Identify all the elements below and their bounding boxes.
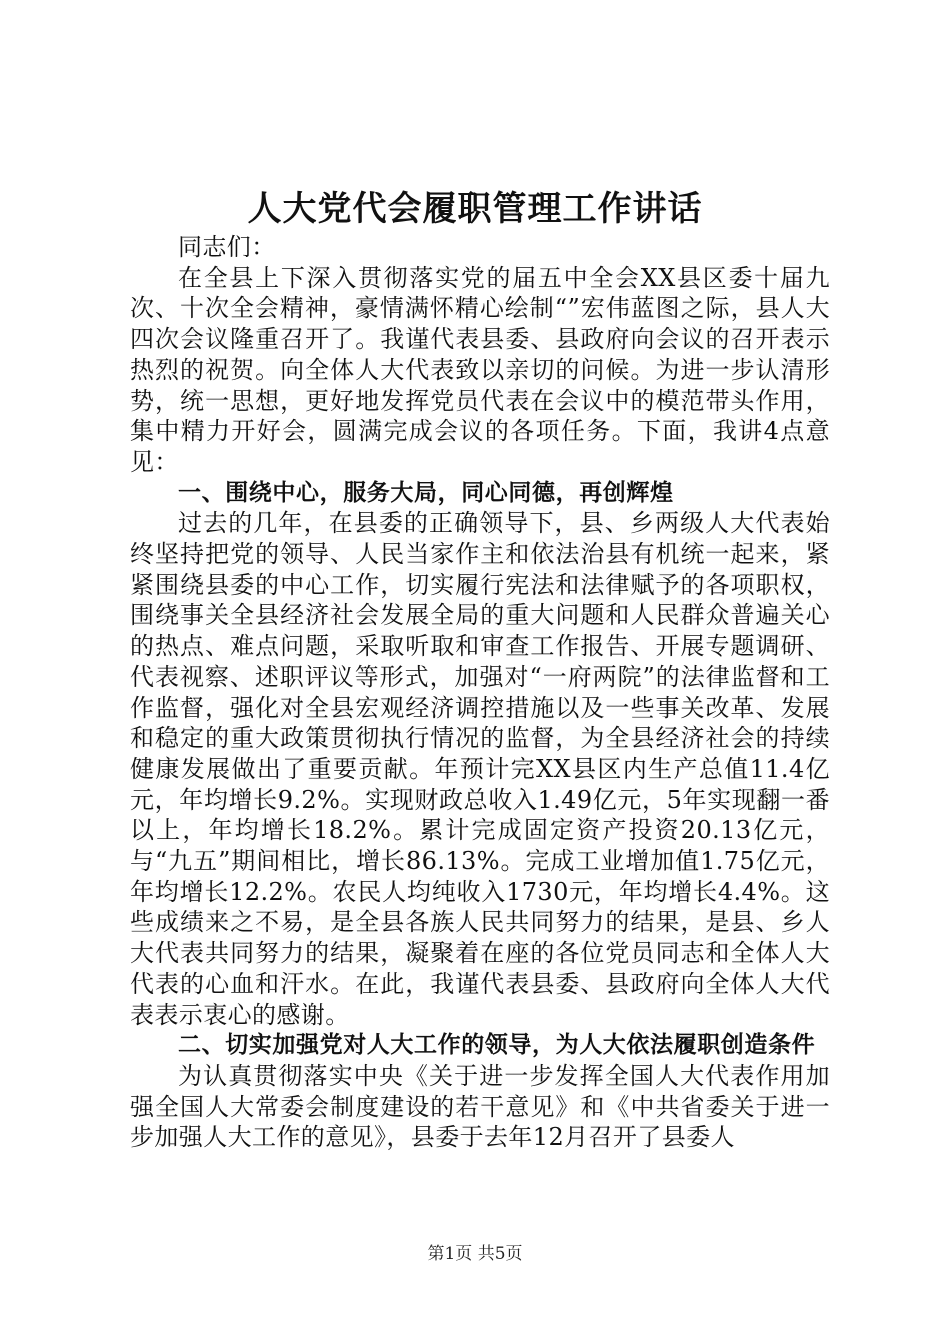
document-title: 人大党代会履职管理工作讲话	[247, 189, 703, 229]
page-number-footer: 第1页 共5页	[427, 1244, 523, 1264]
intro-paragraph: 在全县上下深入贯彻落实党的届五中全会XX县区委十届九次、十次全会精神，豪情满怀精心绘制“”宏伟蓝图之际，县人大四次会议隆重召开了。我谨代表县委、县政府向会议的召开表示热烈的祝贺。向全体人大代表致以亲切的问候。为进一步认清形势，统一思想，更好地发挥党员代表在会议中的模范带头作用，集中精力开好会，圆满完成会议的各项任务。下面，我讲4点意见：	[130, 263, 830, 476]
section-1-paragraph: 过去的几年，在县委的正确领导下，县、乡两级人大代表始终坚持把党的领导、人民当家作主和依法治县有机统一起来，紧紧围绕县委的中心工作，切实履行宪法和法律赋予的各项职权，围绕事关全县经济社会发展全局的重大问题和人民群众普遍关心的热点、难点问题，采取听取和审查工作报告、开展专题调研、代表视察、述职评议等形式，加强对“一府两院”的法律监督和工作监督，强化对全县宏观经济调控措施以及一些事关改革、发展和稳定的重大政策贯彻执行情况的监督，为全县经济社会的持续健康发展做出了重要贡献。年预计完XX县区内生产总值11.4亿元，年均增长9.2%。实现财政总收入1.49亿元，5年实现翻一番以上，年均增长18.2%。累计完成固定资产投资20.13亿元，与“九五”期间相比，增长86.13%。完成工业增加值1.75亿元，年均增长12.2%。农民人均纯收入1730元，年均增长4.4%。这些成绩来之不易，是全县各族人民共同努力的结果，是县、乡人大代表共同努力的结果，凝聚着在座的各位党员同志和全体人大代表的心血和汗水。在此，我谨代表县委、县政府向全体人大代表表示衷心的感谢。	[130, 509, 830, 1029]
document-body	[130, 232, 830, 1153]
section-2-paragraph: 为认真贯彻落实中央《关于进一步发挥全国人大代表作用加强全国人大常委会制度建设的若干意见》和《中共省委关于进一步加强人大工作的意见》，县委于去年12月召开了县委人	[130, 1061, 830, 1152]
salutation: 同志们：	[178, 233, 276, 261]
section-heading-2: 二、切实加强党对人大工作的领导，为人大依法履职创造条件	[178, 1032, 816, 1059]
section-heading-1: 一、围绕中心，服务大局，同心同德，再创辉煌	[178, 479, 674, 506]
